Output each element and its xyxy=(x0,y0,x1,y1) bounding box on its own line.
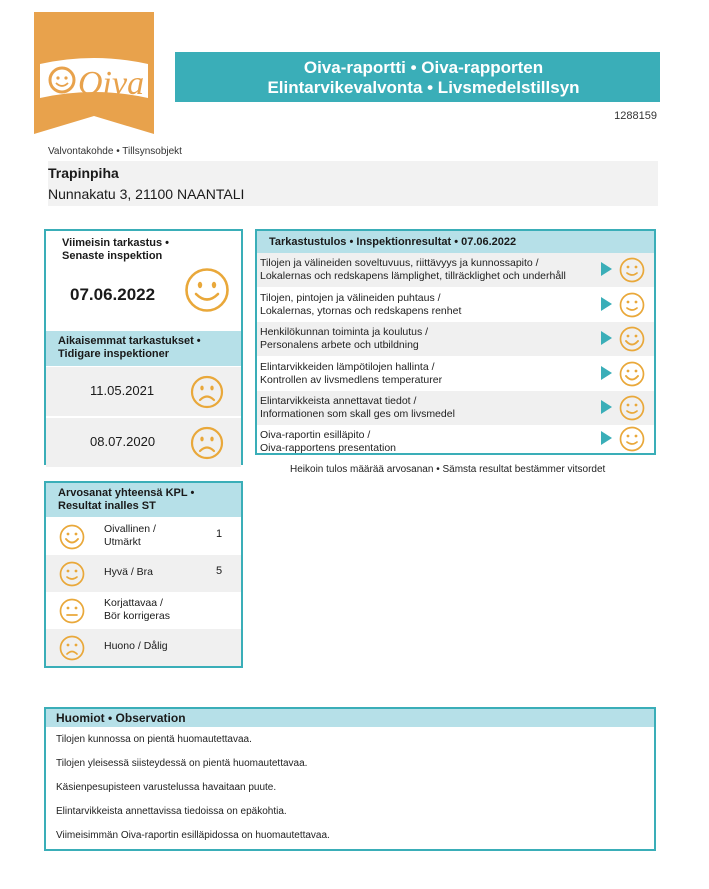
observation-item: Käsienpesupisteen varustelussa havaitaan puute. xyxy=(56,782,277,793)
latest-inspection-title xyxy=(46,231,241,263)
oiva-logo-ribbon-icon xyxy=(34,12,154,134)
grade-totals-header xyxy=(46,483,241,517)
result-label-line2: Kontrollen av livsmedlens temperaturer xyxy=(260,373,443,386)
smiley-excellent-icon xyxy=(619,361,645,387)
smiley-good-icon xyxy=(619,426,645,452)
grade-total-label-line1: Oivallinen / xyxy=(104,523,156,535)
smiley-excellent-icon xyxy=(59,524,85,550)
site-label: Valvontakohde • Tillsynsobjekt xyxy=(48,146,182,157)
smiley-neutral-icon xyxy=(59,598,85,624)
result-label xyxy=(260,395,455,420)
report-title-bar xyxy=(175,52,660,102)
previous-inspections-header xyxy=(46,331,241,366)
previous-inspection-date: 08.07.2020 xyxy=(90,434,156,449)
inspection-results-title: Tarkastustulos • Inspektionresultat • 07.06.2022 xyxy=(257,231,654,253)
smiley-happy-icon xyxy=(184,267,230,313)
result-label-line2: Lokalernas, ytornas och redskapens renhet xyxy=(260,304,462,317)
latest-inspection-title-text: Viimeisin tarkastus • Senaste inspektion xyxy=(62,237,169,262)
observations-title: Huomiot • Observation xyxy=(46,709,654,727)
grade-total-label-line2: Bör korrigeras xyxy=(104,610,170,622)
oiva-logo xyxy=(34,12,154,134)
grade-total-label-line2: Utmärkt xyxy=(104,536,141,548)
result-label-line2: Informationen som skall ges om livsmedel xyxy=(260,407,455,420)
observation-item: Elintarvikkeista annettavissa tiedoissa on epäkohtia. xyxy=(56,806,287,817)
smiley-sad-icon xyxy=(190,426,224,460)
grade-total-row xyxy=(46,518,241,555)
grade-total-row xyxy=(46,592,241,629)
observation-item: Tilojen yleisessä siisteydessä on pientä huomautettavaa. xyxy=(56,758,308,769)
result-row xyxy=(257,288,654,322)
play-arrow-icon xyxy=(601,262,612,276)
observations-panel xyxy=(44,707,656,851)
result-label xyxy=(260,257,566,282)
result-label xyxy=(260,429,396,454)
results-footnote: Heikoin tulos määrää arvosanan • Sämsta resultat bestämmer vitsordet xyxy=(290,464,606,475)
play-arrow-icon xyxy=(601,331,612,345)
previous-inspection-row xyxy=(46,366,241,416)
grade-total-count: 5 xyxy=(216,565,223,577)
result-label-line1: Henkilökunnan toiminta ja koulutus / xyxy=(260,326,429,338)
report-title-line1: Oiva-raportti • Oiva-rapporten xyxy=(303,58,544,77)
previous-inspection-row xyxy=(46,417,241,467)
smiley-good-icon xyxy=(619,395,645,421)
play-arrow-icon xyxy=(601,431,612,445)
previous-inspection-date: 11.05.2021 xyxy=(90,383,155,398)
smiley-good-icon xyxy=(59,561,85,587)
site-name: Trapinpiha xyxy=(48,165,119,181)
latest-inspection-date: 07.06.2022 xyxy=(70,285,156,304)
grade-total-row xyxy=(46,555,241,592)
play-arrow-icon xyxy=(601,400,612,414)
result-row xyxy=(257,253,654,287)
grade-total-label-line1: Korjattavaa / xyxy=(104,597,163,609)
smiley-good-icon xyxy=(619,257,645,283)
inspection-history-panel xyxy=(44,229,243,465)
report-title-line2: Elintarvikevalvonta • Livsmedelstillsyn xyxy=(267,78,580,97)
smiley-good-icon xyxy=(619,292,645,318)
grade-total-label xyxy=(104,597,170,623)
grade-total-label-line1: Huono / Dålig xyxy=(104,640,168,652)
smiley-sad-icon xyxy=(59,635,85,661)
result-label xyxy=(260,326,428,351)
grade-totals-panel xyxy=(44,481,243,668)
inspection-results-panel xyxy=(255,229,656,455)
result-label-line2: Personalens arbete och utbildning xyxy=(260,338,419,351)
site-address: Nunnakatu 3, 21100 NAANTALI xyxy=(48,186,245,202)
smiley-excellent-icon xyxy=(619,326,645,352)
result-row xyxy=(257,357,654,391)
result-label-line1: Elintarvikkeiden lämpötilojen hallinta / xyxy=(260,361,435,373)
observation-item: Tilojen kunnossa on pientä huomautettavaa. xyxy=(56,734,252,745)
document-number: 1288159 xyxy=(614,110,657,122)
smiley-sad-icon xyxy=(190,375,224,409)
grade-total-row xyxy=(46,629,241,666)
result-label xyxy=(260,292,461,317)
grade-totals-title: Arvosanat yhteensä KPL • Resultat inalles ST xyxy=(58,487,195,512)
result-label-line1: Elintarvikkeista annettavat tiedot / xyxy=(260,395,417,407)
grade-total-label xyxy=(104,566,153,579)
play-arrow-icon xyxy=(601,366,612,380)
result-row xyxy=(257,322,654,356)
result-row xyxy=(257,425,654,453)
result-label-line1: Tilojen, pintojen ja välineiden puhtaus / xyxy=(260,292,441,304)
result-label xyxy=(260,361,442,386)
previous-inspections-title: Aikaisemmat tarkastukset • Tidigare inspektioner xyxy=(58,335,201,360)
result-label-line2: Lokalernas och redskapens lämplighet, tillräcklighet och underhåll xyxy=(260,269,566,282)
result-label-line1: Oiva-raportin esilläpito / xyxy=(260,429,371,441)
result-label-line1: Tilojen ja välineiden soveltuvuus, riittävyys ja kunnossapito / xyxy=(260,257,539,269)
result-row xyxy=(257,391,654,425)
logo-text: Oiva xyxy=(78,65,145,102)
result-label-line2: Oiva-rapportens presentation xyxy=(260,441,396,454)
grade-total-label xyxy=(104,640,168,653)
play-arrow-icon xyxy=(601,297,612,311)
grade-total-count: 1 xyxy=(216,528,223,540)
grade-total-label xyxy=(104,523,156,549)
observation-item: Viimeisimmän Oiva-raportin esilläpidossa on huomautettavaa. xyxy=(56,830,330,841)
grade-total-label-line1: Hyvä / Bra xyxy=(104,566,154,578)
